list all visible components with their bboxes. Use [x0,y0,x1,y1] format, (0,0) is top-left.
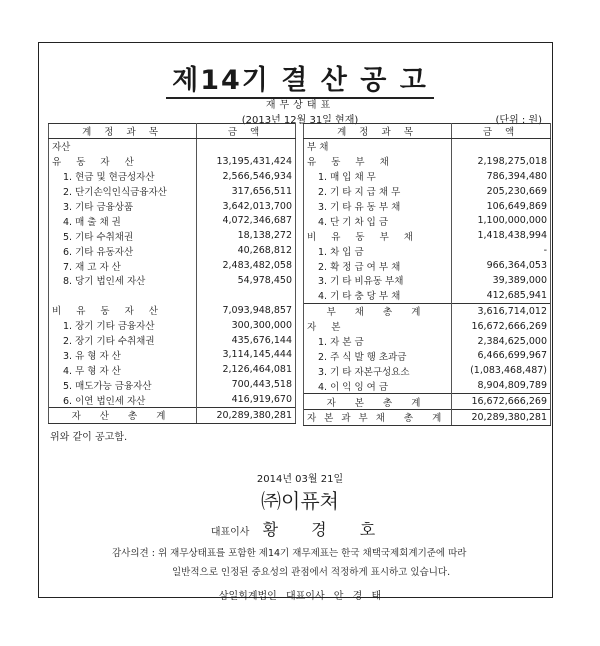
account-amount: 300,300,000 [197,318,296,333]
account-header: 계 정 과 목 [304,124,452,139]
account-name: 3. 기 타 자본구성요소 [304,363,452,378]
audit-opinion-line-1: 감사의견 : 위 재무상태표를 포함한 제14기 재무제표는 한국 채택국제회계기준에 따라 [112,548,467,559]
notice-date: 2014년 03월 21일 [256,474,344,485]
account-name: 부 채 [304,139,452,154]
table-row [49,392,296,407]
account-name: 4. 무 형 자 산 [49,362,197,377]
account-name: 2. 기 타 지 급 채 무 [304,184,452,199]
table-row [49,213,296,228]
account-name: 자 산 총 계 [49,408,197,424]
account-amount: 416,919,670 [197,392,296,407]
table-row [304,258,551,273]
account-amount: 39,389,000 [452,273,551,288]
account-amount: 435,676,144 [197,333,296,348]
account-amount: 40,268,812 [197,243,296,258]
amount-header: 금 액 [197,124,296,139]
account-amount: 2,483,482,058 [197,258,296,273]
ceo-signature [0,517,600,540]
account-name: 4. 기 타 충 당 부 채 [304,288,452,303]
account-amount: 54,978,450 [197,273,296,288]
account-amount [452,139,551,154]
account-name: 1. 자 본 금 [304,334,452,349]
account-amount: 786,394,480 [452,169,551,184]
account-amount: 4,072,346,687 [197,213,296,228]
account-amount: 3,642,013,700 [197,199,296,214]
table-row [304,394,551,410]
account-name: 유 동 자 산 [49,154,197,169]
account-amount: 18,138,272 [197,228,296,243]
table-row [304,334,551,349]
account-amount: 1,100,000,000 [452,213,551,228]
account-name: 3. 기타 금융상품 [49,199,197,214]
account-name [49,288,197,303]
account-name: 1. 현금 및 현금성자산 [49,169,197,184]
table-row [304,184,551,199]
account-name: 자산 [49,139,197,154]
assets-header-row [49,124,296,139]
account-name: 1. 차 입 금 [304,243,452,258]
table-row [49,228,296,243]
liabilities-equity-table [303,123,551,426]
account-name: 3. 기 타 유 동 부 채 [304,199,452,214]
account-amount: 2,566,546,934 [197,169,296,184]
account-name: 4. 이 익 잉 여 금 [304,378,452,393]
statement-title: 재무상태표 [265,100,335,111]
account-name: 6. 기타 유동자산 [49,243,197,258]
notice-title: 제14기 결 산 공 고 [0,58,600,97]
table-row [304,303,551,318]
account-name: 1. 매 입 채 무 [304,169,452,184]
account-name: 비 유 동 부 채 [304,228,452,243]
table-row [304,154,551,169]
account-name: 자 본 총 계 [304,394,452,410]
account-header: 계 정 과 목 [49,124,197,139]
account-amount: 205,230,669 [452,184,551,199]
account-name: 1. 장기 기타 금융자산 [49,318,197,333]
ceo-title: 대표이사 [210,527,250,538]
account-amount: 2,384,625,000 [452,334,551,349]
table-row [49,258,296,273]
account-name: 자본과부채 총 계 [304,410,452,426]
account-amount: 3,616,714,012 [452,303,551,318]
table-row [49,318,296,333]
table-row [304,228,551,243]
table-row [304,319,551,334]
account-name: 비 유 동 자 산 [49,303,197,318]
table-row [49,199,296,214]
account-name: 5. 기타 수취채권 [49,228,197,243]
liabilities-header-row [304,124,551,139]
account-amount: 8,904,809,789 [452,378,551,393]
table-row [49,288,296,303]
table-row [304,169,551,184]
auditor-firm: 삼일회계법인 대표이사 안 경 태 [218,591,382,602]
account-name: 자 본 [304,319,452,334]
table-row [49,362,296,377]
statement-period: (2013년 12월 31일 현재) [241,115,359,126]
account-amount: 16,672,666,269 [452,394,551,410]
table-row [304,410,551,426]
table-row [49,273,296,288]
account-amount [197,288,296,303]
account-amount [197,139,296,154]
table-row [49,243,296,258]
account-amount: (1,083,468,487) [452,363,551,378]
table-row [49,303,296,318]
account-amount: 6,466,699,967 [452,348,551,363]
table-row [304,213,551,228]
table-row [49,347,296,362]
account-amount: 20,289,380,281 [197,408,296,424]
table-row [304,273,551,288]
table-row [49,333,296,348]
account-name: 2. 주 식 발 행 초과금 [304,348,452,363]
table-row [304,199,551,214]
account-name: 7. 재 고 자 산 [49,258,197,273]
table-row [304,243,551,258]
amount-header: 금 액 [452,124,551,139]
currency-unit: (단위 : 원) [495,115,542,126]
account-name: 3. 유 형 자 산 [49,347,197,362]
account-amount: 7,093,948,857 [197,303,296,318]
account-amount: 1,418,438,994 [452,228,551,243]
table-row [49,139,296,154]
account-name: 8. 당기 법인세 자산 [49,273,197,288]
account-amount: 412,685,941 [452,288,551,303]
account-amount: 106,649,869 [452,199,551,214]
account-name: 5. 매도가능 금융자산 [49,377,197,392]
table-row [304,288,551,303]
table-row [49,377,296,392]
account-name: 4. 매 출 채 권 [49,213,197,228]
account-amount: 966,364,053 [452,258,551,273]
company-name: ㈜이퓨쳐 [261,489,339,513]
account-name: 4. 단 기 차 입 금 [304,213,452,228]
account-amount: 20,289,380,281 [452,410,551,426]
table-row [49,408,296,424]
notice-statement: 위와 같이 공고함. [50,432,128,443]
account-name: 3. 기 타 비유동 부채 [304,273,452,288]
table-row [49,184,296,199]
account-amount: 2,126,464,081 [197,362,296,377]
assets-table [48,123,296,424]
account-name: 6. 이연 법인세 자산 [49,392,197,407]
table-row [304,139,551,154]
table-row [304,348,551,363]
ceo-name: 황 경 호 [262,520,390,539]
account-amount: 13,195,431,424 [197,154,296,169]
table-row [49,169,296,184]
account-name: 2. 단기손익인식금융자산 [49,184,197,199]
audit-opinion-line-2: 일반적으로 인정된 중요성의 관점에서 적정하게 표시하고 있습니다. [172,567,451,578]
table-row [304,378,551,393]
account-name: 부 채 총 계 [304,303,452,318]
account-amount: 16,672,666,269 [452,319,551,334]
account-name: 2. 장기 기타 수취채권 [49,333,197,348]
account-name: 2. 확 정 급 여 부 채 [304,258,452,273]
table-row [49,154,296,169]
account-amount: 2,198,275,018 [452,154,551,169]
account-amount: 3,114,145,444 [197,347,296,362]
account-name: 유 동 부 채 [304,154,452,169]
table-row [304,363,551,378]
account-amount: - [452,243,551,258]
account-amount: 700,443,518 [197,377,296,392]
account-amount: 317,656,511 [197,184,296,199]
